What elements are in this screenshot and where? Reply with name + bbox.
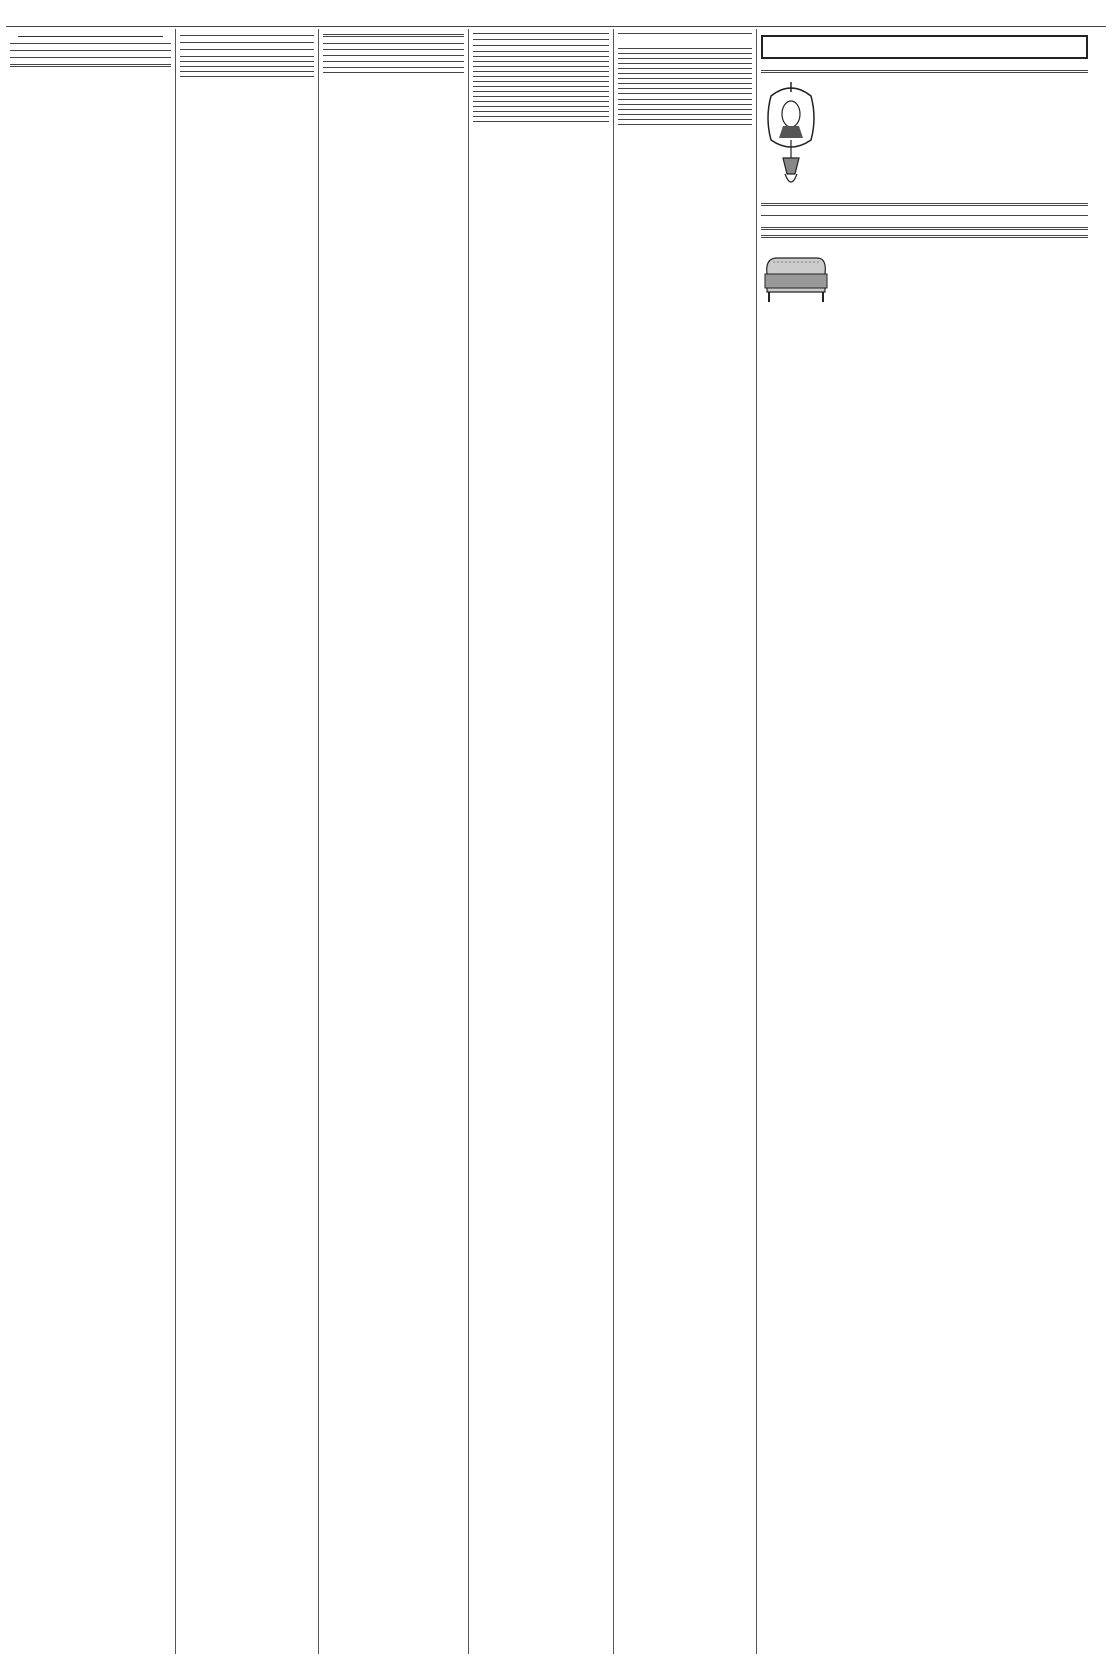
divider: [180, 56, 314, 57]
divider: [473, 86, 609, 87]
divider: [473, 39, 609, 40]
divider: [180, 49, 314, 50]
divider: [10, 50, 171, 51]
furniture-advert: [761, 244, 1088, 314]
divider: [180, 61, 314, 62]
divider: [473, 61, 609, 62]
divider: [10, 43, 171, 44]
divider: [180, 76, 314, 77]
sale-pattern-right: [732, 38, 752, 44]
divider: [618, 53, 752, 54]
sale-advert: [618, 38, 752, 44]
divider: [473, 81, 609, 82]
divider: [618, 83, 752, 84]
divider: [473, 71, 609, 72]
divider: [618, 73, 752, 74]
divider: [618, 124, 752, 125]
divider: [618, 33, 752, 34]
divider: [761, 215, 1088, 216]
divider: [473, 96, 609, 97]
farm-offer: [761, 220, 1088, 222]
divider: [473, 45, 609, 46]
divider: [473, 101, 609, 102]
divider: [618, 88, 752, 89]
divider: [180, 71, 314, 72]
divider: [323, 43, 464, 44]
divider: [473, 111, 609, 112]
divider: [473, 56, 609, 57]
divider: [618, 109, 752, 110]
sale-pattern-left: [618, 38, 638, 44]
divider: [473, 33, 609, 34]
divider: [180, 42, 314, 43]
edition-heading: [18, 33, 163, 37]
divider: [618, 119, 752, 120]
column-5: [614, 29, 757, 1654]
divider: [473, 51, 609, 52]
masthead: [6, 4, 1106, 27]
divider: [618, 58, 752, 59]
divider: [761, 227, 1088, 230]
divider: [618, 63, 752, 64]
divider: [473, 121, 609, 122]
divider: [323, 49, 464, 50]
divan-icon: [761, 244, 831, 314]
divider: [618, 48, 752, 49]
divider: [473, 91, 609, 92]
divider: [761, 203, 1088, 206]
lamp-icon: [761, 78, 821, 198]
column-4: [469, 29, 614, 1654]
sale-frame: [618, 38, 752, 44]
column-6: [757, 29, 1092, 1654]
clothing-advert: [761, 35, 1088, 59]
divider: [761, 235, 1088, 238]
divider: [618, 104, 752, 105]
divider: [473, 76, 609, 77]
divider: [323, 72, 464, 73]
divider: [180, 35, 314, 36]
divider: [323, 34, 464, 37]
divider: [618, 99, 752, 100]
divider: [323, 61, 464, 62]
divider: [10, 64, 171, 67]
column-2: [176, 29, 319, 1654]
divider: [323, 67, 464, 68]
divider: [323, 55, 464, 56]
divider: [618, 93, 752, 94]
divider: [473, 66, 609, 67]
divider: [618, 68, 752, 69]
divider: [180, 66, 314, 67]
lamp-advert: [761, 78, 1088, 198]
divider: [473, 106, 609, 107]
divider: [761, 70, 1088, 73]
divider: [10, 57, 171, 58]
divider: [618, 114, 752, 115]
divider: [618, 78, 752, 79]
column-1: [6, 29, 176, 1654]
column-3: [319, 29, 469, 1654]
divider: [473, 116, 609, 117]
